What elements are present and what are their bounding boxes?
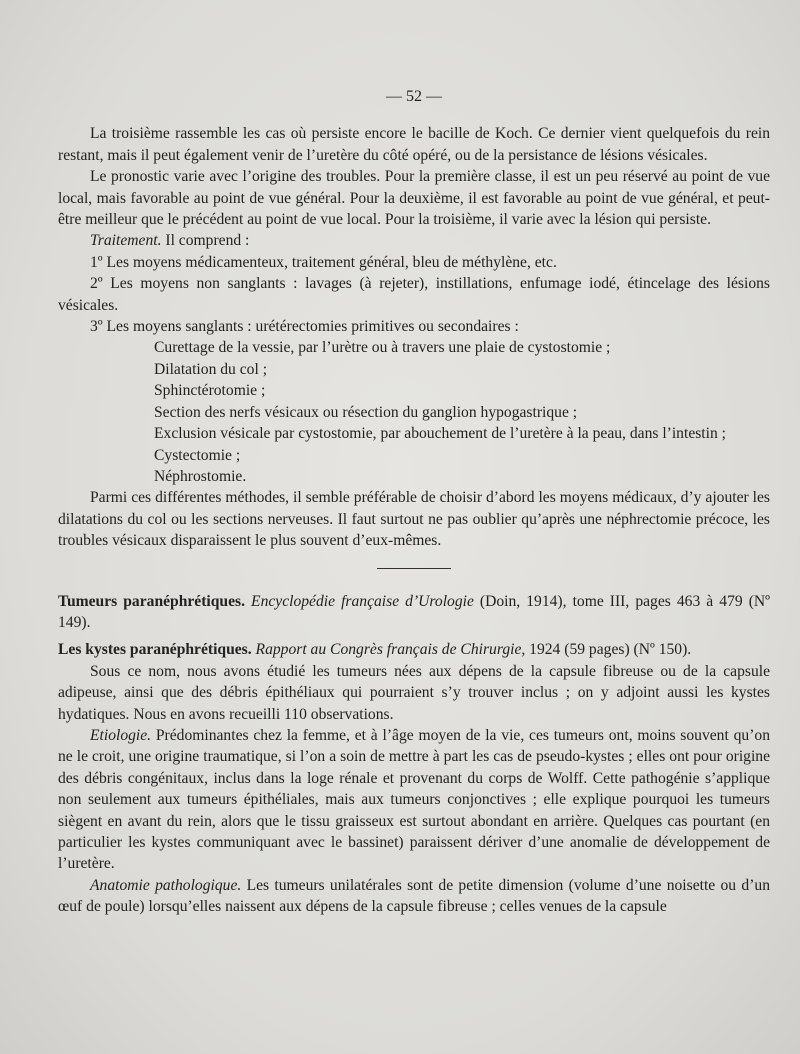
sub-item-exclusion: Exclusion vésicale par cystostomie, par abouchement de l’uretère à la peau, dans l’intestin ; <box>154 425 726 443</box>
paragraph-anatomie <box>58 875 770 918</box>
entry-source: Encyclopédie française d’Urologie <box>251 592 474 610</box>
paragraph-etiologie <box>58 725 770 875</box>
page-number: — 52 — <box>386 88 442 105</box>
list-item-3: 3º Les moyens sanglants : urétérectomies primitives ou secondaires : <box>90 318 519 336</box>
list-item-2: 2º Les moyens non sanglants : lavages (à rejeter), instillations, enfumage iodé, étincelage des lésions vésicales. <box>58 275 770 314</box>
paragraph-traitement <box>58 230 770 251</box>
bibliography-entry-150 <box>58 639 770 660</box>
etiologie-label: Etiologie. <box>90 726 152 744</box>
entry-details: 1924 (59 pages) (Nº 150). <box>525 641 692 659</box>
paragraph-koch: La troisième rassemble les cas où persiste encore le bacille de Koch. Ce dernier vient quelquefois du rein restant, mais il peut également venir de l’uretère du côté opéré, ou de la persistance de lésions vésicales. <box>58 125 770 164</box>
paragraph-pronostic: Le pronostic varie avec l’origine des troubles. Pour la première classe, il est un peu réservé au point de vue local, mais favorable au point de vue général. Pour la deuxième, il est favorable au point de vue général, et peut-être meilleur que le précédent au point de vue local. Pour la troisième, il varie avec la lésion qui persiste. <box>58 168 770 229</box>
sub-item-section-nerfs: Section des nerfs vésicaux ou résection du ganglion hypogastrique ; <box>154 403 578 421</box>
entry-source: Rapport au Congrès français de Chirurgie, <box>255 641 526 659</box>
etiologie-text: Prédominantes chez la femme, et à l’âge moyen de la vie, ces tumeurs ont, moins souvent qu’on ne le croit, une origine traumatique, si l’on a soin de mettre à part les cas de pseudo-kystes ; elles ont pour origine des débris congénitaux, inclus dans la loge rénale et provenant du corps de Wolff. Cette pathogénie s’applique non seulement aux tumeurs épithéliales, mais aux tumeurs conjonctives ; elle explique pourquoi les tumeurs siègent en avant du rein, alors que le tissu graisseux est surtout abondant en arrière. Quelques cas pourtant (en particulier les kystes communiquant avec le bassinet) paraissent dériver d’une anomalie de développement de l’uretère. <box>58 726 770 873</box>
list-item-1: 1º Les moyens médicamenteux, traitement général, bleu de méthylène, etc. <box>90 253 557 271</box>
section-divider <box>377 568 451 569</box>
paragraph-kystes-intro: Sous ce nom, nous avons étudié les tumeurs nées aux dépens de la capsule fibreuse ou de la capsule adipeuse, ainsi que des débris épithéliaux qui pourraient s’y trouver inclus ; on y adjoint aussi les kystes hydatiques. Nous en avons recueilli 110 observations. <box>58 662 770 723</box>
anatomie-text: Les tumeurs unilatérales sont de petite dimension (volume d’une noisette ou d’un œuf de poule) lorsqu’elles naissent aux dépens de la capsule fibreuse ; celles venues de la capsule <box>58 876 770 916</box>
paragraph-conclusion: Parmi ces différentes méthodes, il semble préférable de choisir d’abord les moyens médicaux, d’y ajouter les dilatations du col ou les sections nerveuses. Il faut surtout ne pas oublier qu’après une néphrectomie précoce, les troubles vésicaux disparaissent le plus souvent d’eux-mêmes. <box>58 489 770 550</box>
anatomie-label: Anatomie pathologique. <box>90 876 242 894</box>
traitement-text: Il comprend : <box>161 232 250 250</box>
entry-title: Tumeurs paranéphrétiques. <box>58 592 245 610</box>
sub-item-cystectomie: Cystectomie ; <box>154 446 241 464</box>
page-content <box>58 86 770 918</box>
entry-title: Les kystes paranéphrétiques. <box>58 641 252 659</box>
sub-item-nephrostomie: Néphrostomie. <box>154 467 247 485</box>
entry-details: (Doin, 1914), tome III, pages 463 à 479 (Nº 149). <box>58 592 770 631</box>
bibliography-entry-149 <box>58 591 770 634</box>
sub-item-sphincterotomie: Sphinctérotomie ; <box>154 382 266 400</box>
traitement-label: Traitement. <box>90 232 162 250</box>
sub-item-curettage: Curettage de la vessie, par l’urètre ou à travers une plaie de cystostomie ; <box>154 339 611 357</box>
sub-item-dilatation: Dilatation du col ; <box>154 360 268 378</box>
